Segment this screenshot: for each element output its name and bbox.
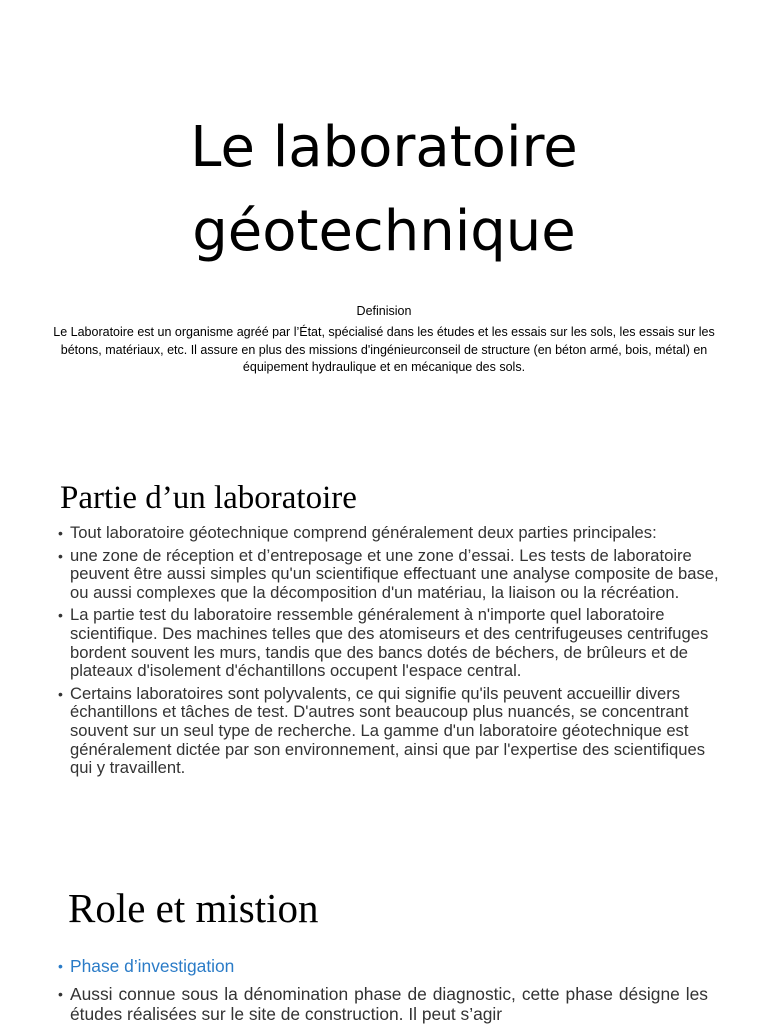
role-bullet-list xyxy=(58,956,708,1032)
section-title-role: Role et mistion xyxy=(68,885,319,931)
bullet-icon: • xyxy=(58,685,63,702)
bullet-icon: • xyxy=(58,607,63,624)
list-item xyxy=(58,524,722,543)
parts-bullet-list xyxy=(58,524,722,782)
list-item xyxy=(58,547,722,603)
title-line-1: Le laboratoire xyxy=(190,115,578,180)
list-item-investigation-phase xyxy=(58,956,708,976)
section-title-parts: Partie d’un laboratoire xyxy=(60,480,357,516)
list-item-text: Phase d’investigation xyxy=(70,956,235,976)
list-item xyxy=(58,685,722,778)
title-line-2: géotechnique xyxy=(192,199,576,264)
bullet-icon: • xyxy=(58,986,63,1002)
list-item-text: Tout laboratoire géotechnique comprend généralement deux parties principales: xyxy=(70,523,657,542)
bullet-icon: • xyxy=(58,547,63,564)
list-item xyxy=(58,984,708,1024)
definition-text: Le Laboratoire est un organisme agréé par l’État, spécialisé dans les études et les essais sur les sols, les essais sur les bétons, matériaux, etc. Il assure en plus des missions d'ingénieurconseil de structure (en béton armé, bois, métal) en équipement hydraulique et en mécanique des sols. xyxy=(53,325,715,374)
definition-heading: Definision xyxy=(356,304,412,318)
list-item-text: La partie test du laboratoire ressemble généralement à n'importe quel laboratoire scientifique. Des machines telles que des atomiseurs et des centrifugeuses centrifuges bordent souvent les murs, tandis que des bancs dotés de béchers, de brûleurs et de plateaux d'isolement d'échantillons occupent l'espace central. xyxy=(70,605,709,681)
page-title xyxy=(0,106,768,274)
list-item-text: Aussi connue sous la dénomination phase de diagnostic, cette phase désigne les études réalisées sur le site de construction. Il peut s’agir xyxy=(70,984,708,1024)
bullet-icon: • xyxy=(58,525,63,541)
definition-block xyxy=(52,302,716,377)
list-item-text: une zone de réception et d’entreposage et une zone d’essai. Les tests de laboratoire peuvent être aussi simples qu'un scientifique effectuant une analyse composite de base, ou aussi complexes que la décomposition d'un matériau, la liaison ou la récréation. xyxy=(70,545,719,602)
list-item-text: Certains laboratoires sont polyvalents, ce qui signifie qu'ils peuvent accueillir divers échantillons et tâches de test. D'autres sont beaucoup plus nuancés, se concentrant souvent sur un seul type de recherche. La gamme d'un laboratoire géotechnique est généralement dictée par son environnement, ainsi que par l'expertise des scientifiques qui y travaillent. xyxy=(70,683,706,778)
bullet-icon: • xyxy=(58,958,63,974)
list-item xyxy=(58,606,722,680)
